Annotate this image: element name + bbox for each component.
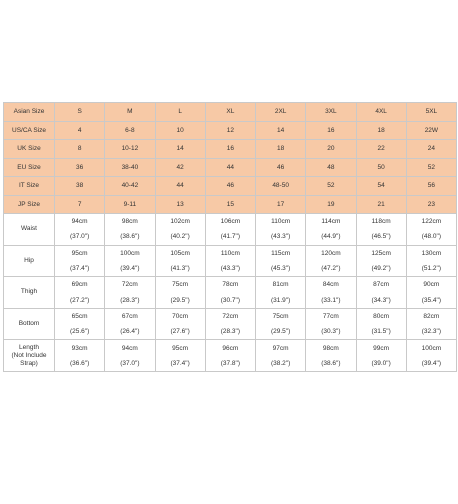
inch-value-cell: (49.2") [356,261,406,277]
inch-value-cell: (38.6") [105,229,155,245]
header-size-cell: 2XL [256,103,306,122]
size-cell: 40-42 [105,177,155,196]
header-size-cell: S [55,103,105,122]
cm-value-cell: 118cm [356,214,406,230]
cm-value-cell: 75cm [155,277,205,293]
measurement-label-line: Thigh [20,288,38,296]
cm-value-cell: 130cm [406,245,456,261]
size-row [4,140,457,159]
size-cell: 17 [256,195,306,214]
size-cell: 19 [306,195,356,214]
size-cell: 56 [406,177,456,196]
cm-value-cell: 114cm [306,214,356,230]
size-row-label: JP Size [4,195,55,214]
cm-value-cell: 95cm [155,340,205,356]
measurement-cm-row [4,214,457,230]
measurement-cm-row [4,245,457,261]
cm-value-cell: 87cm [356,277,406,293]
inch-value-cell: (33.1") [306,292,356,308]
measurement-label [4,214,55,246]
size-row [4,121,457,140]
size-cell: 14 [256,121,306,140]
inch-value-cell: (29.5") [155,292,205,308]
header-size-cell: 3XL [306,103,356,122]
measurement-label-line: Strap) [20,359,38,367]
cm-value-cell: 100cm [406,340,456,356]
cm-value-cell: 99cm [356,340,406,356]
inch-value-cell: (38.2") [256,356,306,372]
cm-value-cell: 105cm [155,245,205,261]
size-cell: 13 [155,195,205,214]
size-cell: 23 [406,195,456,214]
measurement-inch-row [4,356,457,372]
inch-value-cell: (43.3") [256,229,306,245]
inch-value-cell: (39.0") [356,356,406,372]
inch-value-cell: (39.4") [406,356,456,372]
inch-value-cell: (31.5") [356,324,406,340]
inch-value-cell: (31.9") [256,292,306,308]
inch-value-cell: (28.3") [105,292,155,308]
cm-value-cell: 94cm [55,214,105,230]
cm-value-cell: 98cm [105,214,155,230]
cm-value-cell: 82cm [406,308,456,324]
inch-value-cell: (30.7") [205,292,255,308]
cm-value-cell: 72cm [205,308,255,324]
measurement-label [4,340,55,372]
size-cell: 4 [55,121,105,140]
size-chart-table [3,102,457,372]
size-row-label: EU Size [4,158,55,177]
header-size-cell: L [155,103,205,122]
measurement-cm-row [4,340,457,356]
size-cell: 18 [256,140,306,159]
measurement-label-line: Bottom [18,320,40,328]
inch-value-cell: (38.6") [306,356,356,372]
inch-value-cell: (27.6") [155,324,205,340]
cm-value-cell: 100cm [105,245,155,261]
inch-value-cell: (47.2") [306,261,356,277]
size-cell: 8 [55,140,105,159]
cm-value-cell: 65cm [55,308,105,324]
header-size-cell: M [105,103,155,122]
cm-value-cell: 78cm [205,277,255,293]
cm-value-cell: 120cm [306,245,356,261]
size-row-label: IT Size [4,177,55,196]
inch-value-cell: (41.3") [155,261,205,277]
size-cell: 42 [155,158,205,177]
cm-value-cell: 80cm [356,308,406,324]
cm-value-cell: 69cm [55,277,105,293]
size-cell: 10-12 [105,140,155,159]
size-cell: 16 [205,140,255,159]
size-cell: 52 [306,177,356,196]
size-cell: 46 [205,177,255,196]
inch-value-cell: (40.2") [155,229,205,245]
cm-value-cell: 75cm [256,308,306,324]
header-size-cell: XL [205,103,255,122]
inch-value-cell: (25.6") [55,324,105,340]
inch-value-cell: (27.2") [55,292,105,308]
inch-value-cell: (35.4") [406,292,456,308]
size-cell: 50 [356,158,406,177]
size-cell: 24 [406,140,456,159]
inch-value-cell: (48.0") [406,229,456,245]
measurement-inch-row [4,324,457,340]
size-cell: 21 [356,195,406,214]
inch-value-cell: (41.7") [205,229,255,245]
measurement-label-line: Waist [20,225,37,233]
cm-value-cell: 90cm [406,277,456,293]
cm-value-cell: 98cm [306,340,356,356]
inch-value-cell: (37.4") [155,356,205,372]
inch-value-cell: (29.5") [256,324,306,340]
size-cell: 38-40 [105,158,155,177]
inch-value-cell: (37.4") [55,261,105,277]
size-cell: 54 [356,177,406,196]
measurement-label-line: Length [19,343,39,351]
inch-value-cell: (39.4") [105,261,155,277]
size-cell: 7 [55,195,105,214]
size-chart-body [4,103,457,372]
size-row [4,177,457,196]
measurement-cm-row [4,308,457,324]
inch-value-cell: (32.3") [406,324,456,340]
size-cell: 9-11 [105,195,155,214]
inch-value-cell: (44.9") [306,229,356,245]
size-cell: 48 [306,158,356,177]
cm-value-cell: 84cm [306,277,356,293]
measurement-label-line: Hip [24,256,34,264]
inch-value-cell: (37.0") [105,356,155,372]
inch-value-cell: (36.6") [55,356,105,372]
inch-value-cell: (43.3") [205,261,255,277]
size-row-label: UK Size [4,140,55,159]
cm-value-cell: 122cm [406,214,456,230]
cm-value-cell: 110cm [205,245,255,261]
cm-value-cell: 115cm [256,245,306,261]
inch-value-cell: (26.4") [105,324,155,340]
measurement-inch-row [4,292,457,308]
measurement-label [4,245,55,277]
header-size-cell: 5XL [406,103,456,122]
cm-value-cell: 110cm [256,214,306,230]
measurement-inch-row [4,229,457,245]
size-cell: 38 [55,177,105,196]
measurement-label [4,308,55,340]
size-cell: 46 [256,158,306,177]
size-cell: 16 [306,121,356,140]
inch-value-cell: (34.3") [356,292,406,308]
header-size-cell: 4XL [356,103,406,122]
cm-value-cell: 77cm [306,308,356,324]
size-cell: 52 [406,158,456,177]
measurement-cm-row [4,277,457,293]
inch-value-cell: (37.8") [205,356,255,372]
size-cell: 15 [205,195,255,214]
measurement-label [4,277,55,309]
cm-value-cell: 93cm [55,340,105,356]
size-cell: 48-50 [256,177,306,196]
size-cell: 22 [356,140,406,159]
size-cell: 44 [205,158,255,177]
size-cell: 20 [306,140,356,159]
measurement-inch-row [4,261,457,277]
cm-value-cell: 96cm [205,340,255,356]
size-cell: 12 [205,121,255,140]
inch-value-cell: (45.3") [256,261,306,277]
size-cell: 10 [155,121,205,140]
size-row-label: US/CA Size [4,121,55,140]
inch-value-cell: (28.3") [205,324,255,340]
size-row [4,158,457,177]
size-cell: 14 [155,140,205,159]
cm-value-cell: 106cm [205,214,255,230]
cm-value-cell: 67cm [105,308,155,324]
header-row [4,103,457,122]
size-cell: 36 [55,158,105,177]
inch-value-cell: (37.0") [55,229,105,245]
inch-value-cell: (30.3") [306,324,356,340]
measurement-label-line: (Not Include [11,351,47,359]
size-cell: 44 [155,177,205,196]
inch-value-cell: (46.5") [356,229,406,245]
cm-value-cell: 81cm [256,277,306,293]
inch-value-cell: (51.2") [406,261,456,277]
size-cell: 6-8 [105,121,155,140]
cm-value-cell: 97cm [256,340,306,356]
cm-value-cell: 95cm [55,245,105,261]
cm-value-cell: 70cm [155,308,205,324]
size-cell: 22W [406,121,456,140]
cm-value-cell: 72cm [105,277,155,293]
header-label-cell: Asian Size [4,103,55,122]
cm-value-cell: 125cm [356,245,406,261]
cm-value-cell: 94cm [105,340,155,356]
size-row [4,195,457,214]
size-cell: 18 [356,121,406,140]
cm-value-cell: 102cm [155,214,205,230]
